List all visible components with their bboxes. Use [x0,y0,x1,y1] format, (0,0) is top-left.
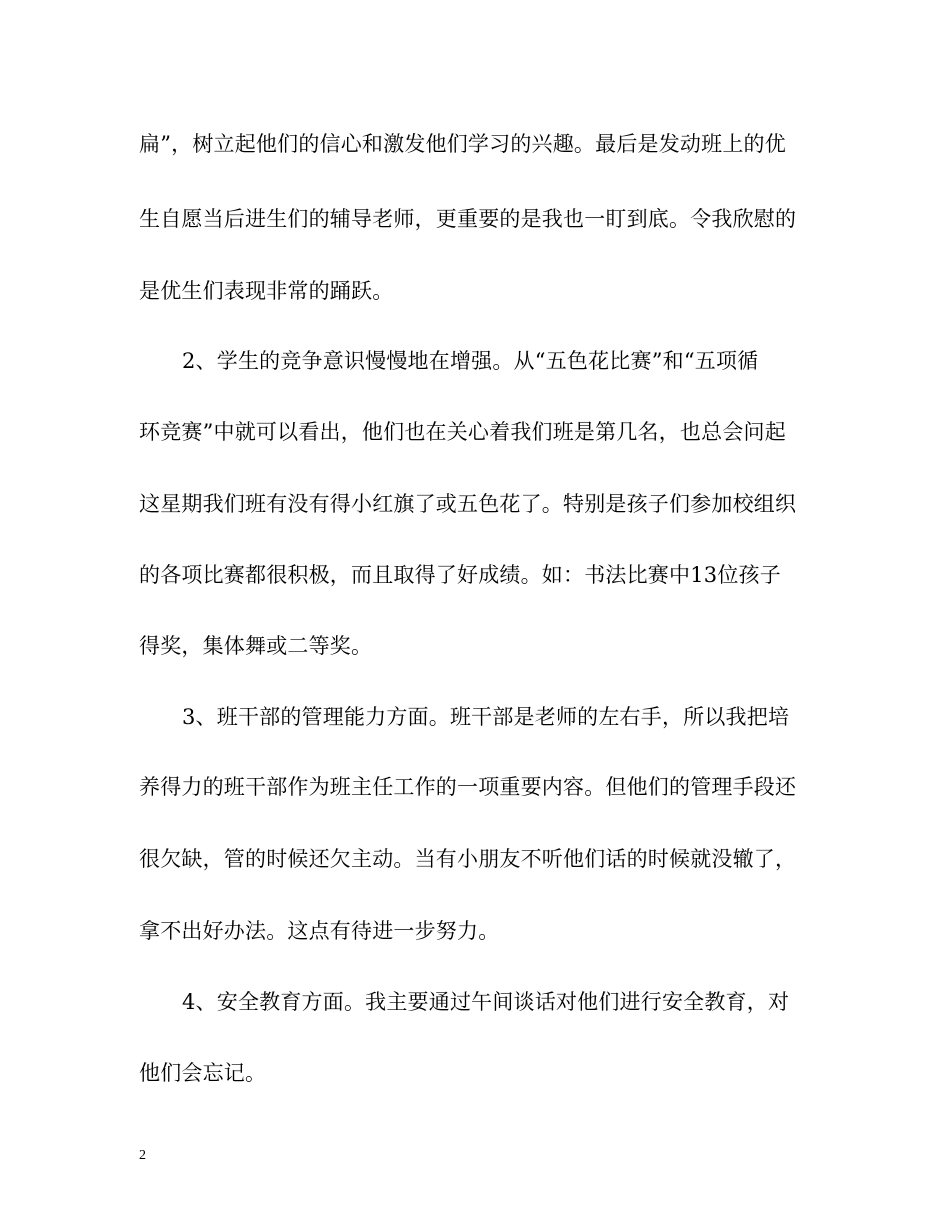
text-line: 的各项比赛都很积极，而且取得了好成绩。如：书法比赛中13位孩子 [139,563,781,587]
text-line: 这星期我们班有没有得小红旗了或五色花了。特别是孩子们参加校组织 [139,492,797,516]
text-line: 得奖，集体舞或二等奖。 [139,634,373,658]
text-line: 扁”，树立起他们的信心和激发他们学习的兴趣。最后是发动班上的优 [139,132,786,156]
text-line: 环竞赛”中就可以看出，他们也在关心着我们班是第几名，也总会问起 [139,420,786,444]
paragraph-start-line: 2、学生的竞争意识慢慢地在增强。从“五色花比赛”和“五项循 [182,349,759,373]
text-line: 他们会忘记。 [139,1061,267,1085]
text-line: 生自愿当后进生们的辅导老师，更重要的是我也一盯到底。令我欣慰的 [139,207,797,231]
text-line: 是优生们表现非常的踊跃。 [139,279,394,303]
paragraph-start-line: 4、安全教育方面。我主要通过午间谈话对他们进行安全教育，对 [182,990,790,1014]
text-line: 很欠缺，管的时候还欠主动。当有小朋友不听他们话的时候就没辙了， [139,847,797,871]
page-number: 2 [139,1148,146,1163]
text-line: 拿不出好办法。这点有待进一步努力。 [139,919,500,943]
paragraph-start-line: 3、班干部的管理能力方面。班干部是老师的左右手，所以我把培 [182,705,790,729]
text-line: 养得力的班干部作为班主任工作的一项重要内容。但他们的管理手段还 [139,775,797,799]
